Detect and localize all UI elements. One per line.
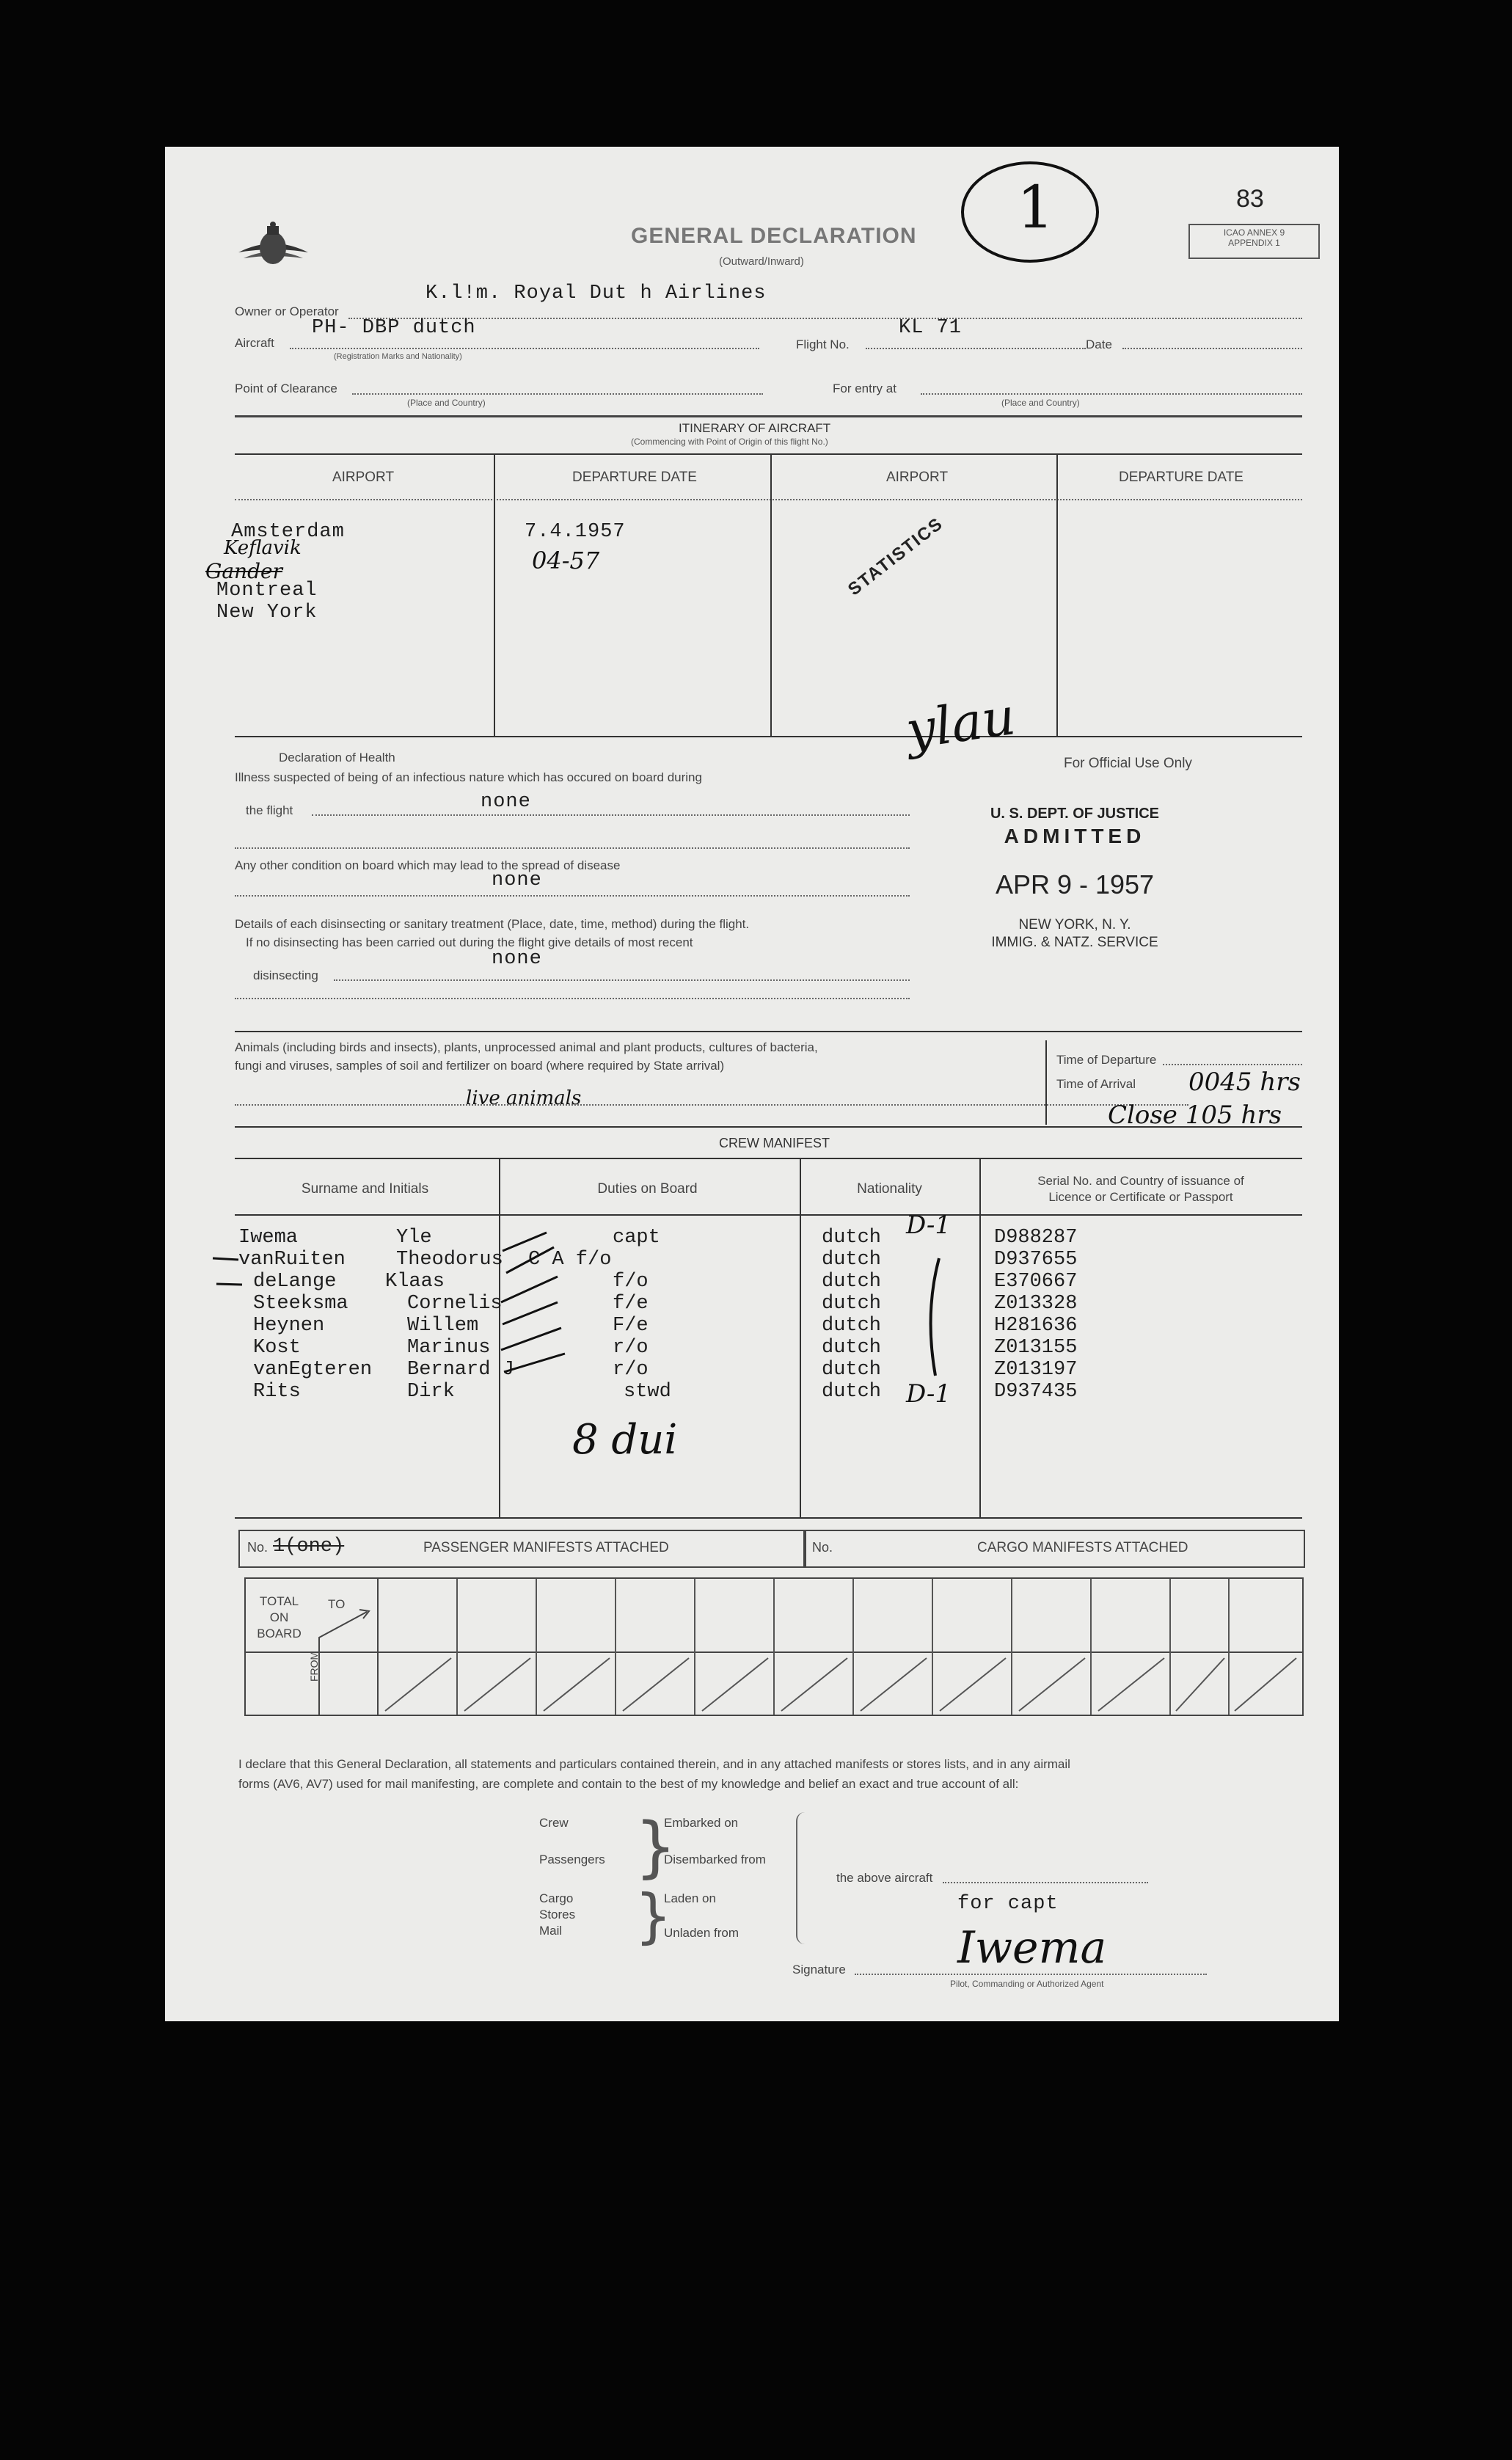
crew-initials: Dirk	[407, 1381, 455, 1403]
crew-duty: f/o	[613, 1271, 649, 1293]
crew-row	[165, 1271, 1266, 1293]
crew-surname: vanEgteren	[253, 1359, 373, 1381]
crew-initials: Yle	[396, 1227, 432, 1249]
crew-header-nationality: Nationality	[857, 1181, 922, 1197]
crew-nationality: dutch	[822, 1359, 882, 1381]
crew-check-marks	[488, 1207, 620, 1398]
crew-duty: f/e	[613, 1293, 649, 1315]
pass-no-value: 1(one)	[273, 1536, 345, 1558]
crew-nationality: dutch	[822, 1293, 882, 1315]
decl-cargo: Cargo	[539, 1891, 574, 1905]
decl-mail: Mail	[539, 1924, 563, 1938]
document-title: GENERAL DECLARATION	[631, 224, 917, 248]
health-q3b: If no disinsecting has been carried out during the flight give details of most recent	[246, 935, 693, 949]
decl-for-capt: for capt	[957, 1893, 1059, 1915]
crew-surname: Iwema	[238, 1227, 299, 1249]
crew-initials: Bernard J	[407, 1359, 514, 1381]
pass-no-label: No.	[247, 1540, 269, 1555]
owner-line	[348, 318, 1302, 319]
animals-value: live animals	[466, 1087, 582, 1109]
signature-sublabel: Pilot, Commanding or Authorized Agent	[950, 1979, 1104, 1989]
health-line-2	[235, 847, 910, 849]
crew-nationality: dutch	[822, 1315, 882, 1337]
totals-grid	[244, 1577, 1304, 1716]
crew-header-bottom	[235, 1214, 1302, 1216]
clearance-line	[352, 393, 763, 395]
document-subtitle: (Outward/Inward)	[719, 255, 804, 268]
crew-serial: H281636	[994, 1315, 1078, 1337]
signature-label: Signature	[792, 1963, 846, 1977]
circled-number	[961, 161, 1099, 263]
pass-title: PASSENGER MANIFESTS ATTACHED	[423, 1540, 669, 1555]
crew-strike-marks	[209, 1244, 253, 1295]
departure-date-hand: 04-57	[532, 547, 600, 574]
appendix-line-1: ICAO ANNEX 9	[1223, 227, 1285, 238]
crew-header-surname: Surname and Initials	[301, 1181, 429, 1197]
decl-passengers: Passengers	[539, 1853, 605, 1866]
animals-text-2: fungi and viruses, samples of soil and fertilizer on board (where required by State arrival)	[235, 1059, 725, 1073]
crew-row	[165, 1315, 1266, 1337]
arrival-time-value: 0045 hrs	[1188, 1067, 1301, 1097]
from-label: FROM	[308, 1651, 320, 1682]
decl-disembarked: Disembarked from	[664, 1853, 766, 1866]
entry-label: For entry at	[833, 382, 896, 395]
crew-surname: vanRuiten	[238, 1249, 346, 1271]
flight-label: Flight No.	[796, 337, 850, 351]
stamp-date: APR 9 - 1957	[995, 869, 1155, 899]
decl-embarked: Embarked on	[664, 1816, 739, 1830]
declaration-text-2: forms (AV6, AV7) used for mail manifesting, are complete and contain to the best of my knowledge and belief an exact and true account of all:	[238, 1777, 1019, 1791]
declaration-text-1: I declare that this General Declaration, all statements and particulars contained therein, and in any attached manifests or stores lists, and in any airmail	[238, 1757, 1070, 1771]
itinerary-top	[235, 453, 1302, 455]
circled-number-text: 1	[1017, 173, 1054, 241]
total-on-board-label: TOTAL ON BOARD	[257, 1594, 302, 1640]
totals-grid-lines	[246, 1579, 1302, 1715]
decl-stores: Stores	[539, 1908, 576, 1921]
stamp-city: NEW YORK, N. Y.	[1018, 917, 1131, 932]
health-a1: none	[481, 791, 531, 813]
stamp-admitted: ADMITTED	[1004, 825, 1146, 847]
health-q1: Illness suspected of being of an infectious nature which has occured on board during	[235, 770, 702, 784]
crew-initials: Cornelis	[407, 1293, 503, 1315]
official-use-label: For Official Use Only	[1064, 756, 1192, 771]
stamp-dept: U. S. DEPT. OF JUSTICE	[990, 806, 1160, 822]
departure-time-line	[1163, 1064, 1302, 1065]
health-q1b: the flight	[246, 803, 293, 817]
appendix-line-2: APPENDIX 1	[1228, 238, 1280, 248]
crew-row	[165, 1249, 1266, 1271]
itin-col-1	[494, 453, 495, 736]
health-q3c: disinsecting	[253, 968, 318, 982]
crew-serial: E370667	[994, 1271, 1078, 1293]
itin-header-airport-2: AIRPORT	[885, 470, 949, 485]
flight-line	[866, 348, 1086, 349]
crew-header-serial-2: Licence or Certificate or Passport	[1048, 1190, 1233, 1204]
above-aircraft-line	[943, 1882, 1148, 1883]
itin-col-3	[1056, 453, 1058, 736]
itin-header-date-1: DEPARTURE DATE	[572, 470, 697, 485]
decl-brace-1: }	[635, 1808, 677, 1886]
crew-surname: Kost	[253, 1337, 301, 1359]
statistics-stamp: STATISTICS	[844, 513, 947, 600]
crew-surname: Steeksma	[253, 1293, 348, 1315]
stamp-service: IMMIG. & NATZ. SERVICE	[991, 935, 1158, 950]
crew-row	[165, 1293, 1266, 1315]
departure-time-label: Time of Departure	[1056, 1053, 1157, 1067]
crew-duty: F/e	[613, 1315, 649, 1337]
itin-header-line	[235, 499, 1302, 500]
decl-big-brace	[796, 1812, 805, 1944]
crew-nationality: dutch	[822, 1337, 882, 1359]
crew-duty: r/o	[613, 1337, 649, 1359]
passenger-manifest-box	[238, 1530, 806, 1568]
official-signature: ylau	[902, 686, 1019, 761]
airport-amsterdam: Amsterdam	[231, 521, 345, 543]
signature-line	[855, 1974, 1207, 1975]
date-line	[1122, 348, 1302, 349]
health-q1-line	[312, 814, 910, 816]
itin-col-2	[770, 453, 772, 736]
closed-time-value: Close 105 hrs	[1108, 1101, 1282, 1130]
airport-new-york: New York	[216, 602, 318, 624]
owner-value: K.l!m. Royal Dut h Airlines	[426, 282, 767, 304]
crew-row	[165, 1337, 1266, 1359]
airport-keflavik: Keflavik	[224, 537, 302, 559]
crew-d1-top: D-1	[906, 1211, 952, 1240]
crew-count-hand: 8 dui	[572, 1416, 678, 1464]
crew-duty: stwd	[624, 1381, 671, 1403]
decl-unladen: Unladen from	[664, 1926, 739, 1940]
animals-divider	[1045, 1040, 1047, 1125]
clearance-label: Point of Clearance	[235, 382, 337, 395]
crew-bottom	[235, 1517, 1302, 1519]
crew-d1-bottom: D-1	[906, 1379, 952, 1409]
arrival-time-label: Time of Arrival	[1056, 1077, 1136, 1091]
entry-sublabel: (Place and Country)	[1001, 398, 1080, 408]
cargo-no-label: No.	[812, 1540, 833, 1555]
crew-bracket-mark	[910, 1255, 954, 1379]
crew-surname: Heynen	[253, 1315, 325, 1337]
crew-nationality: dutch	[822, 1227, 882, 1249]
divider	[235, 415, 1302, 417]
entry-line	[921, 393, 1302, 395]
decl-brace-2: }	[635, 1882, 672, 1950]
itinerary-bottom	[235, 736, 1302, 737]
crew-title: CREW MANIFEST	[719, 1136, 830, 1150]
health-line-3	[235, 895, 910, 897]
crew-serial: Z013197	[994, 1359, 1078, 1381]
airport-montreal: Montreal	[216, 580, 318, 602]
crew-initials: Marinus	[407, 1337, 491, 1359]
aircraft-label: Aircraft	[235, 336, 274, 350]
decl-signature-hand: Iwema	[957, 1922, 1107, 1974]
to-label: TO	[328, 1597, 346, 1611]
crew-nationality: dutch	[822, 1271, 882, 1293]
crew-row	[165, 1381, 1266, 1403]
health-q3-line	[334, 979, 910, 981]
airport-gander: Gander	[205, 559, 282, 583]
crew-row	[165, 1227, 1266, 1249]
crew-duty: C A f/o	[528, 1249, 612, 1271]
crew-nationality: dutch	[822, 1249, 882, 1271]
cargo-title: CARGO MANIFESTS ATTACHED	[977, 1540, 1188, 1555]
crew-header-serial-1: Serial No. and Country of issuance of	[1037, 1174, 1244, 1188]
crew-surname: deLange	[253, 1271, 337, 1293]
crew-initials: Klaas	[385, 1271, 445, 1293]
itinerary-title: ITINERARY OF AIRCRAFT	[679, 421, 831, 435]
aircraft-value: PH- DBP dutch	[312, 317, 476, 339]
health-q3: Details of each disinsecting or sanitary treatment (Place, date, time, method) during the flight.	[235, 917, 750, 931]
health-a3: none	[492, 948, 542, 970]
crew-nationality: dutch	[822, 1381, 882, 1403]
decl-crew: Crew	[539, 1816, 569, 1830]
health-bottom	[235, 1031, 1302, 1032]
owner-label: Owner or Operator	[235, 304, 339, 318]
health-q2: Any other condition on board which may lead to the spread of disease	[235, 858, 621, 872]
health-a2: none	[492, 869, 542, 891]
klm-crown-icon	[235, 220, 312, 279]
page-number: 83	[1236, 185, 1264, 213]
crew-serial: Z013328	[994, 1293, 1078, 1315]
crew-serial: D937435	[994, 1381, 1078, 1403]
crew-header-top	[235, 1158, 1302, 1159]
flight-value: KL 71	[899, 317, 963, 339]
crew-serial: D937655	[994, 1249, 1078, 1271]
health-line-4	[235, 998, 910, 999]
animals-text-1: Animals (including birds and insects), plants, unprocessed animal and plant products, cultures of bacteria,	[235, 1040, 818, 1054]
admitted-stamp	[932, 800, 1218, 957]
itin-header-date-2: DEPARTURE DATE	[1119, 470, 1243, 485]
clearance-sublabel: (Place and Country)	[407, 398, 486, 408]
itin-header-airport-1: AIRPORT	[332, 470, 395, 485]
aircraft-line	[290, 348, 759, 349]
crew-serial: D988287	[994, 1227, 1078, 1249]
crew-initials: Willem	[407, 1315, 479, 1337]
departure-date-typed: 7.4.1957	[525, 521, 626, 543]
crew-row	[165, 1359, 1266, 1381]
animals-bottom	[235, 1126, 1302, 1128]
aircraft-sublabel: (Registration Marks and Nationality)	[334, 352, 462, 361]
itinerary-subtitle: (Commencing with Point of Origin of this flight No.)	[631, 437, 828, 447]
decl-laden: Laden on	[664, 1891, 716, 1905]
appendix-box	[1188, 224, 1320, 259]
crew-surname: Rits	[253, 1381, 301, 1403]
decl-above-aircraft: the above aircraft	[836, 1871, 933, 1885]
crew-initials: Theodorus	[396, 1249, 503, 1271]
crew-duty: r/o	[613, 1359, 649, 1381]
date-label: Date	[1086, 337, 1112, 351]
health-title: Declaration of Health	[279, 751, 395, 764]
crew-header-duties: Duties on Board	[597, 1181, 698, 1197]
crew-serial: Z013155	[994, 1337, 1078, 1359]
cargo-manifest-box	[803, 1530, 1305, 1568]
declaration-sheet	[165, 147, 1339, 2021]
crew-duty: capt	[613, 1227, 660, 1249]
